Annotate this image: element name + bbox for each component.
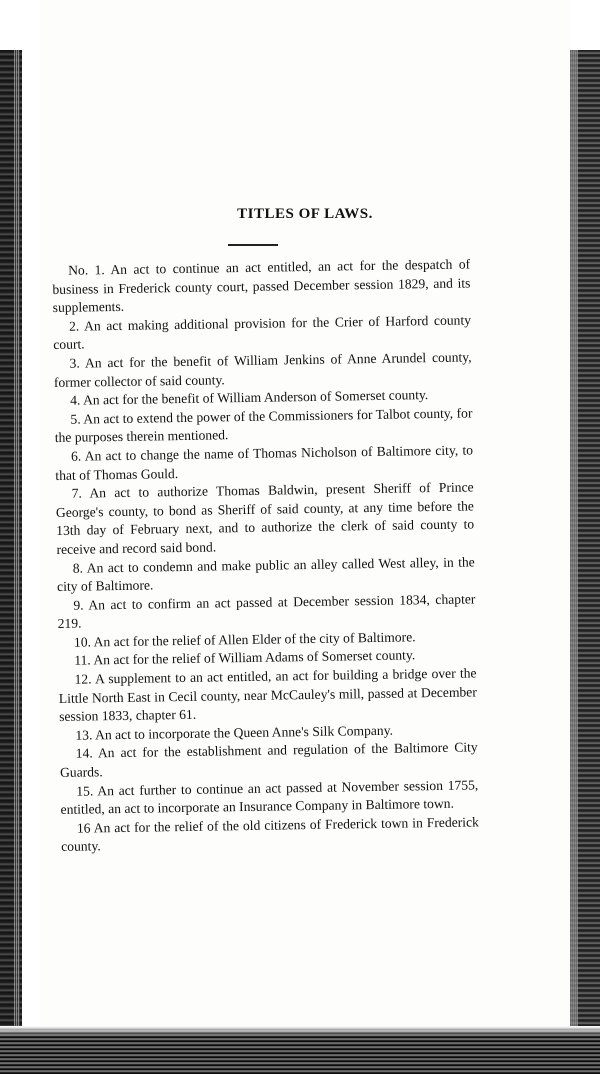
title-divider xyxy=(228,244,278,246)
law-title-entry: 3. An act for the benefit of William Jenkins of Anne Arundel county, former collector of said county. xyxy=(53,349,472,390)
law-title-entry: 15. An act further to continue an act passed at November session 1755, entitled, an act to incorporate an Insurance Company in Baltimore town. xyxy=(60,776,479,818)
law-title-entry: 13. An act to incorporate the Queen Anne's Silk Company. xyxy=(75,722,394,743)
law-title-entry: 14. An act for the establishment and regulation of the Baltimore City Guards. xyxy=(59,739,478,780)
law-title-entry: 11. An act for the relief of William Adams of Somerset county. xyxy=(74,647,416,669)
law-title-entry: 16 An act for the relief of the old citizens of Frederick town in Frederick county. xyxy=(61,814,479,855)
law-title-entry: 10. An act for the relief of Allen Elder of the city of Baltimore. xyxy=(73,629,416,650)
scanned-book-edge-left xyxy=(0,50,22,1074)
law-title-entry: 5. An act to extend the power of the Commissioners for Talbot county, for the purposes therein mentioned. xyxy=(54,405,473,446)
law-title-entry: 2. An act making additional provision for the Crier of Harford county court. xyxy=(53,312,472,353)
document-page xyxy=(40,0,570,1026)
law-title-entry: 7. An act to authorize Thomas Baldwin, present Sheriff of Prince George's county, to bond as Sheriff of said county, at any time before the 13th day of February next, and to authorize the clerk of said county to receive and record said bond. xyxy=(55,479,475,557)
law-title-entry: 9. An act to confirm an act passed at December session 1834, chapter 219. xyxy=(57,591,476,632)
page-title: TITLES OF LAWS. xyxy=(237,206,373,222)
law-title-entry: No. 1. An act to continue an act entitled, an act for the despatch of business in Frederick county court, passed December session 1829, and its supplements. xyxy=(52,256,471,316)
law-title-entry: 4. An act for the benefit of William Anderson of Somerset county. xyxy=(70,387,429,408)
law-title-entry: 12. A supplement to an act entitled, an act for building a bridge over the Little North East in Cecil county, near McCauley's mill, passed at December session 1833, chapter 61. xyxy=(58,665,477,725)
law-titles-list xyxy=(52,255,479,856)
law-title-entry: 6. An act to change the name of Thomas Nicholson of Baltimore city, to that of Thomas Gould. xyxy=(55,442,474,483)
law-title-entry: 8. An act to condemn and make public an alley called West alley, in the city of Baltimore. xyxy=(56,553,475,595)
scanned-book-edge-right xyxy=(570,50,600,1074)
scanned-book-edge-bottom xyxy=(0,1026,600,1074)
